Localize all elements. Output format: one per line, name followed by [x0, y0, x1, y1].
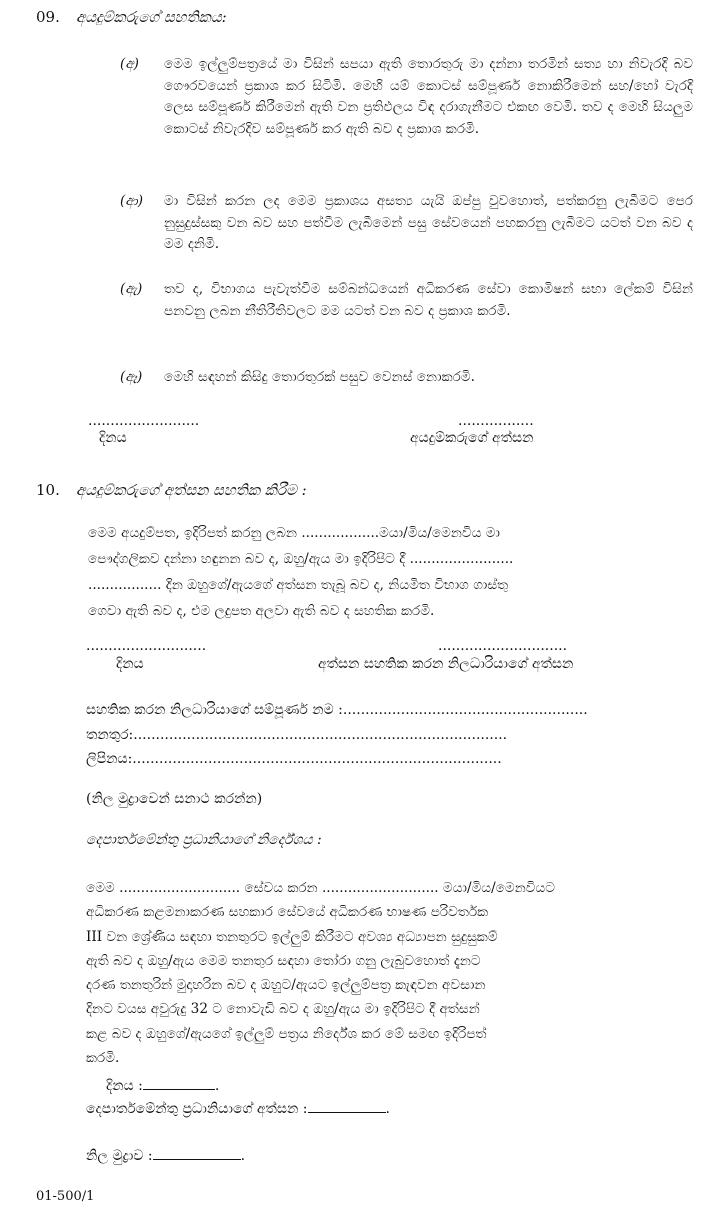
certification-line: මෙම අයදුම්පත, ඉදිරිපත් කරනු ලබන ..................මයා/මිය/මෙනවිය මා	[88, 525, 501, 541]
certification-line: ගෙවා ඇති බව ද, එම ලදුපත අලවා ඇති බව ද සහතික කරමි.	[88, 603, 435, 619]
certification-line: ................. දින ඔහුගේ/ඇයගේ අත්සන තැබූ බව ද, නියමිත විභාග ගාස්තු	[88, 577, 509, 593]
declaration-aee: මෙහි සඳහන් කිසිදු තොරතුරක් පසුව වෙනස් නොකරමි.	[164, 369, 475, 385]
declaration-a: මෙම ඉල්ලුම්පත්‍රයේ මා විසින් සපයා ඇති තොරතුරු මා දන්නා තරමින් සත්‍ය හා නිවැරදි බව ගෞරවයෙන් ප්‍රකාශ කර සිටිමි. මෙහි යම් කොටස් සම්පූර්ණ නොකිරීමෙන් සහ/හෝ වැරදි ලෙස සම්පූර්ණ කිරීමෙන් ඇති වන ප්‍රතිඵලය විඳ දරාගැනීමට එකඟ වෙමි. තව ද මෙහි සියලුම කොටස් නිවැරදිව සම්පූර්ණ කර ඇති බව ද ප්‍රකාශ කරමි.	[164, 56, 693, 137]
certification-text	[88, 520, 693, 624]
recommendation-line: ඇති බව ද ඔහු/ඇය මෙම තනතුර සඳහා තෝරා ගනු ලැබුවහොත් දැනට	[86, 952, 481, 969]
seal-blank-line	[153, 1159, 241, 1160]
official-seal-field: නිල මුද්‍රාව : .	[86, 1148, 246, 1164]
certifying-officer-position-field: තනතුර:....................................................................................	[86, 727, 508, 743]
applicant-signature-label: අයදුම්කරුගේ අත්සන	[410, 430, 534, 446]
recommendation-line: මෙම ............................ සේවය කරන ........................... මයා/මිය/මෙනවියට	[86, 880, 556, 896]
date-label-9: දිනය	[99, 430, 127, 446]
section-title: අයදුම්කරුගේ සහතිකය:	[76, 8, 227, 26]
certifying-officer-address-field: ලිපිනය:...................................................................................	[86, 751, 502, 767]
marker-aa: (ආ)	[120, 193, 143, 209]
declaration-aa: මා විසින් කරන ලද මෙම ප්‍රකාශය අසත්‍ය යැයි ඔප්පු වුවහොත්, පත්කරනු ලැබීමට පෙර නුසුදුස්සකු වන බව සහ පත්වීම ලැබීමෙන් පසු සේවයෙන් පහකරනු ලැබීමට යටත් වන බව ද මම දනිමි.	[164, 193, 693, 252]
section-number: 09.	[36, 8, 60, 26]
recommendation-text	[86, 876, 693, 1070]
marker-a: (අ)	[120, 56, 139, 72]
recommendation-line: දරණ තනතුරින් මුදාහරින බව ද ඔහුට/ඇයට ඉල්ලුම්පත්‍ර කැඳවන අවසාන	[86, 977, 486, 994]
date-line-9: .........................	[88, 413, 200, 429]
certifying-officer-fullname-field: සහතික කරන නිලධාරියාගේ සම්පූර්ණ නම :.......................................................	[86, 702, 588, 718]
date-line-10: ...........................	[86, 638, 207, 654]
signature-blank-line	[308, 1112, 386, 1113]
recommendation-line: කරමි.	[86, 1050, 120, 1067]
date-blank-line	[143, 1089, 215, 1090]
date-label-10: දිනය	[116, 656, 144, 672]
form-code: 01-500/1	[36, 1189, 95, 1204]
official-stamp-note: (නිල මුද්‍රාවෙන් සනාථ කරන්න)	[86, 791, 263, 807]
section-10-heading	[36, 481, 307, 499]
recommendation-date-field: දිනය : .	[106, 1078, 220, 1094]
recommendation-line: III වන ශ්‍රේණිය සඳහා තනතුරට ඉල්ලුම් කිරීමට අවශ්‍ය අධ්‍යාපන සුදුසුකම්	[86, 928, 498, 945]
recommendation-line: කළ බව ද ඔහුගේ/ඇයගේ ඉල්ලුම් පත්‍රය නිර්දේශ කර මේ සමඟ ඉදිරිපත්	[86, 1025, 487, 1042]
marker-ae: (ඇ)	[120, 281, 143, 297]
certifying-officer-signature-label: අත්සන සහතික කරන නිලධාරියාගේ අත්සන	[318, 656, 574, 672]
recommendation-line: දිනට වයස අවුරුදු 32 ට නොවැඩි බව ද ඔහු/ඇය මා ඉදිරිපිට දී අත්සන්	[86, 1001, 480, 1018]
marker-aee: (ඈ)	[120, 369, 143, 385]
certification-line: පෞද්ගලිකව දන්නා හඳුනන බව ද, ඔහු/ඇය මා ඉදිරිපිට දී ........................	[88, 551, 514, 567]
signature-line-9: .................	[458, 413, 534, 429]
signature-line-10: .............................	[438, 638, 568, 654]
head-of-department-recommendation-title: දෙපාර්තමේන්තු ප්‍රධානියාගේ නිර්දේශය :	[86, 832, 322, 848]
head-signature-field: දෙපාර්තමේන්තු ප්‍රධානියාගේ අත්සන : .	[86, 1101, 390, 1117]
section-title: අයදුම්කරුගේ අත්සන සහතික කිරීම :	[76, 481, 307, 499]
declaration-ae: තව ද, විභාගය පැවැත්වීම සම්බන්ධයෙන් අධිකරණ සේවා කොමිෂන් සභා ලේකම් විසින් පනවනු ලබන නීතිරීතිවලට මම යටත් වන බව ද ප්‍රකාශ කරමි.	[164, 281, 693, 319]
recommendation-line: අධිකරණ කළමනාකරණ සහකාර සේවයේ අධිකරණ භාෂණ පරිවර්තක	[86, 904, 489, 921]
section-number: 10.	[36, 481, 60, 499]
section-9-heading	[36, 8, 227, 26]
